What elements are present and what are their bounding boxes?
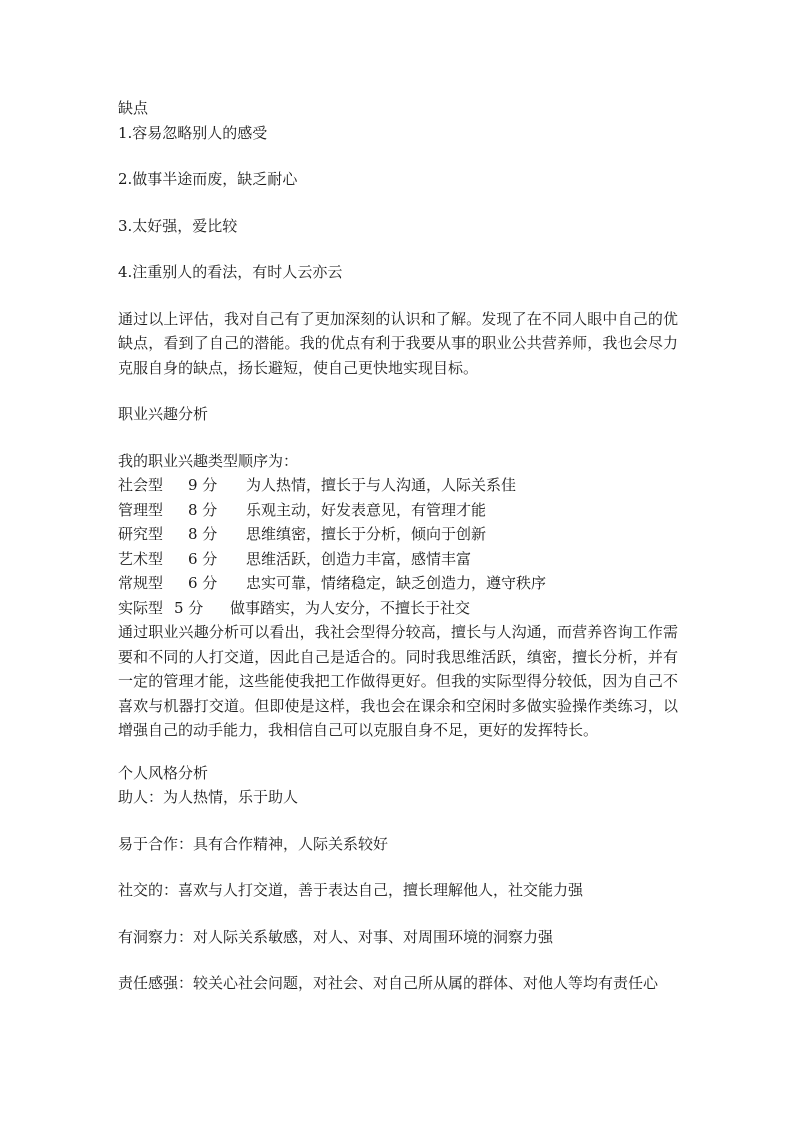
type-description: 为人热情，擅长于与人沟通，人际关系佳 — [246, 476, 517, 494]
style-item: 社交的：喜欢与人打交道，善于表达自己，擅长理解他人，社交能力强 — [118, 881, 584, 899]
interest-intro: 我的职业兴趣类型顺序为： — [118, 451, 299, 470]
interest-analysis: 通过职业兴趣分析可以看出，我社会型得分较高，擅长与人沟通，而营养咨询工作需要和不同的人打交道，因此自己是适合的。同时我思维活跃，缜密，擅长分析，并有一定的管理才能，这些能使我把工作做得更好。但我的实际型得分较低，因为自己不喜欢与机器打交道。但即使是这样，我也会在课余和空闲时多做实验操作类练习，以增强自己的动手能力，我相信自己可以克服自身不足，更好的发挥特长。 — [118, 623, 678, 739]
type-description: 思维活跃，创造力丰富，感情丰富 — [246, 549, 472, 568]
document-page — [118, 96, 678, 996]
weakness-item: 2.做事半途而废，缺乏耐心 — [118, 170, 298, 188]
type-score: 6 分 — [188, 549, 218, 568]
type-name: 管理型 — [118, 500, 164, 519]
type-score: 8 分 — [188, 500, 218, 519]
type-name: 常规型 — [118, 574, 164, 592]
interest-type-row — [118, 596, 678, 621]
weaknesses-summary: 通过以上评估，我对自己有了更加深刻的认识和了解。发现了在不同人眼中自己的优缺点，看到了自己的潜能。我的优点有利于我要从事的职业公共营养师，我也会尽力克服自身的缺点，扬长避短，使自己更快地实现目标。 — [118, 309, 678, 377]
style-item: 责任感强：较关心社会问题，对社会、对自己所从属的群体、对他人等均有责任心 — [118, 974, 659, 992]
weakness-item: 4.注重别人的看法，有时人云亦云 — [118, 263, 343, 281]
weaknesses-heading: 缺点 — [118, 99, 149, 117]
type-score: 6 分 — [188, 574, 218, 592]
interest-type-row — [118, 571, 678, 596]
interest-section — [118, 402, 678, 743]
type-score: 5 分 — [174, 598, 204, 617]
type-name: 研究型 — [118, 525, 164, 543]
weakness-item: 3.太好强，爱比较 — [118, 216, 238, 235]
style-item: 有洞察力：对人际关系敏感，对人、对事、对周围环境的洞察力强 — [118, 927, 554, 946]
type-score: 8 分 — [188, 525, 218, 543]
type-name: 实际型 — [118, 598, 164, 617]
type-name: 艺术型 — [118, 549, 164, 568]
interest-type-row — [118, 498, 678, 523]
type-score: 9 分 — [188, 476, 218, 494]
style-item: 助人：为人热情，乐于助人 — [118, 788, 299, 806]
type-description: 乐观主动，好发表意见，有管理才能 — [246, 500, 487, 519]
interest-heading: 职业兴趣分析 — [118, 405, 209, 423]
style-heading: 个人风格分析 — [118, 763, 209, 782]
weakness-item: 1.容易忽略别人的感受 — [118, 123, 268, 142]
style-section — [118, 761, 678, 996]
type-description: 思维缜密，擅长于分析，倾向于创新 — [246, 525, 487, 543]
interest-type-row — [118, 473, 678, 498]
type-description: 忠实可靠，情绪稳定，缺乏创造力，遵守秩序 — [246, 574, 547, 592]
interest-type-row — [118, 522, 678, 547]
interest-type-row — [118, 547, 678, 572]
style-item: 易于合作：具有合作精神，人际关系较好 — [118, 834, 389, 853]
type-description: 做事踏实，为人安分，不擅长于社交 — [230, 598, 471, 617]
type-name: 社会型 — [118, 476, 164, 494]
weaknesses-section — [118, 96, 678, 380]
